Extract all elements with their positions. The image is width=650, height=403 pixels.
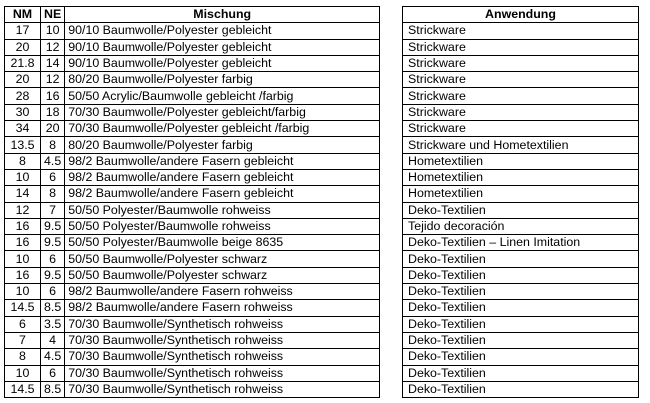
ne-cell: 14: [41, 55, 65, 71]
nm-cell: 30: [5, 104, 41, 120]
anwendung-cell: Strickware und Hometextilien: [403, 137, 639, 153]
nm-cell: 10: [5, 251, 41, 267]
ne-cell: 8: [41, 137, 65, 153]
mischung-cell: 90/10 Baumwolle/Polyester gebleicht: [65, 55, 380, 71]
table-row: [5, 121, 380, 137]
ne-cell: 4.5: [41, 153, 65, 169]
ne-cell: 6: [41, 284, 65, 300]
table-row: [403, 284, 639, 300]
nm-cell: 14: [5, 186, 41, 202]
anwendung-cell: Deko-Textilien: [403, 365, 639, 381]
mischung-cell: 98/2 Baumwolle/andere Fasern gebleicht: [65, 169, 380, 185]
mischung-cell: 80/20 Baumwolle/Polyester farbig: [65, 137, 380, 153]
mischung-cell: 50/50 Acrylic/Baumwolle gebleicht /farbig: [65, 88, 380, 104]
mischung-cell: 50/50 Baumwolle/Polyester schwarz: [65, 251, 380, 267]
table-row: [403, 349, 639, 365]
table-row: [403, 169, 639, 185]
nm-cell: 20: [5, 72, 41, 88]
anwendung-cell: Hometextilien: [403, 169, 639, 185]
anwendung-cell: Strickware: [403, 88, 639, 104]
ne-cell: 9.5: [41, 218, 65, 234]
table-row: [5, 55, 380, 71]
table-row: [403, 186, 639, 202]
nm-cell: 10: [5, 169, 41, 185]
table-row: [5, 88, 380, 104]
nm-cell: 21.8: [5, 55, 41, 71]
anwendung-cell: Strickware: [403, 104, 639, 120]
table-row: [5, 284, 380, 300]
anwendung-cell: Strickware: [403, 39, 639, 55]
anwendung-cell: Strickware: [403, 55, 639, 71]
table-row: [5, 202, 380, 218]
anwendung-cell: Deko-Textilien: [403, 316, 639, 332]
table-row: [5, 381, 380, 397]
ne-cell: 6: [41, 169, 65, 185]
table-row: [403, 251, 639, 267]
anwendung-cell: Hometextilien: [403, 153, 639, 169]
anwendung-cell: Deko-Textilien: [403, 202, 639, 218]
mischung-cell: 70/30 Baumwolle/Polyester gebleicht/farbig: [65, 104, 380, 120]
table-row: [403, 121, 639, 137]
nm-cell: 10: [5, 365, 41, 381]
table-row: [403, 381, 639, 397]
ne-cell: 7: [41, 202, 65, 218]
table-row: [5, 365, 380, 381]
anwendung-cell: Strickware: [403, 23, 639, 39]
table-row: [403, 365, 639, 381]
nm-cell: 20: [5, 39, 41, 55]
table-row: [5, 39, 380, 55]
mischung-cell: 98/2 Baumwolle/andere Fasern rohweiss: [65, 300, 380, 316]
table-row: [5, 349, 380, 365]
table-row: [5, 186, 380, 202]
table-row: [5, 267, 380, 283]
table-row: [403, 72, 639, 88]
header-row: [403, 7, 639, 23]
mischung-cell: 70/30 Baumwolle/Polyester gebleicht /farbig: [65, 121, 380, 137]
table-row: [5, 332, 380, 348]
table-row: [403, 23, 639, 39]
anwendung-cell: Deko-Textilien: [403, 300, 639, 316]
table-row: [403, 332, 639, 348]
mischung-cell: 80/20 Baumwolle/Polyester farbig: [65, 72, 380, 88]
anwendung-header: Anwendung: [403, 7, 639, 23]
ne-header: NE: [41, 7, 65, 23]
ne-cell: 12: [41, 72, 65, 88]
mischung-cell: 50/50 Baumwolle/Polyester schwarz: [65, 267, 380, 283]
ne-cell: 18: [41, 104, 65, 120]
ne-cell: 12: [41, 39, 65, 55]
anwendung-cell: Deko-Textilien – Linen Imitation: [403, 235, 639, 251]
mischung-cell: 50/50 Polyester/Baumwolle rohweiss: [65, 218, 380, 234]
ne-cell: 10: [41, 23, 65, 39]
table-row: [403, 39, 639, 55]
ne-cell: 16: [41, 88, 65, 104]
nm-cell: 10: [5, 284, 41, 300]
table-row: [403, 316, 639, 332]
mischung-header: Mischung: [65, 7, 380, 23]
nm-cell: 17: [5, 23, 41, 39]
table-row: [403, 104, 639, 120]
ne-cell: 9.5: [41, 267, 65, 283]
nm-cell: 16: [5, 218, 41, 234]
anwendung-cell: Tejido decoración: [403, 218, 639, 234]
mischung-cell: 90/10 Baumwolle/Polyester gebleicht: [65, 23, 380, 39]
anwendung-cell: Deko-Textilien: [403, 349, 639, 365]
application-table: [402, 6, 639, 398]
table-row: [403, 202, 639, 218]
table-row: [403, 235, 639, 251]
mischung-cell: 50/50 Polyester/Baumwolle beige 8635: [65, 235, 380, 251]
table-row: [5, 23, 380, 39]
table-row: [5, 316, 380, 332]
table-row: [403, 88, 639, 104]
table-row: [5, 72, 380, 88]
nm-cell: 28: [5, 88, 41, 104]
nm-cell: 14.5: [5, 300, 41, 316]
table-row: [5, 218, 380, 234]
mischung-cell: 98/2 Baumwolle/andere Fasern gebleicht: [65, 153, 380, 169]
nm-cell: 14.5: [5, 381, 41, 397]
anwendung-cell: Strickware: [403, 72, 639, 88]
anwendung-cell: Deko-Textilien: [403, 332, 639, 348]
nm-cell: 16: [5, 267, 41, 283]
table-row: [5, 300, 380, 316]
header-row: [5, 7, 380, 23]
mischung-cell: 98/2 Baumwolle/andere Fasern rohweiss: [65, 284, 380, 300]
anwendung-cell: Deko-Textilien: [403, 284, 639, 300]
nm-cell: 13.5: [5, 137, 41, 153]
yarn-mix-table: [4, 6, 380, 398]
anwendung-cell: Deko-Textilien: [403, 381, 639, 397]
table-row: [403, 55, 639, 71]
ne-cell: 20: [41, 121, 65, 137]
nm-cell: 8: [5, 153, 41, 169]
ne-cell: 8.5: [41, 300, 65, 316]
ne-cell: 3.5: [41, 316, 65, 332]
table-row: [5, 104, 380, 120]
table-row: [403, 300, 639, 316]
mischung-cell: 98/2 Baumwolle/andere Fasern gebleicht: [65, 186, 380, 202]
anwendung-cell: Deko-Textilien: [403, 251, 639, 267]
ne-cell: 6: [41, 251, 65, 267]
nm-cell: 12: [5, 202, 41, 218]
table-row: [5, 235, 380, 251]
mischung-cell: 70/30 Baumwolle/Synthetisch rohweiss: [65, 365, 380, 381]
mischung-cell: 70/30 Baumwolle/Synthetisch rohweiss: [65, 332, 380, 348]
table-row: [5, 251, 380, 267]
mischung-cell: 70/30 Baumwolle/Synthetisch rohweiss: [65, 316, 380, 332]
nm-cell: 16: [5, 235, 41, 251]
table-row: [403, 267, 639, 283]
nm-cell: 8: [5, 349, 41, 365]
table-row: [5, 169, 380, 185]
mischung-cell: 90/10 Baumwolle/Polyester gebleicht: [65, 39, 380, 55]
nm-header: NM: [5, 7, 41, 23]
ne-cell: 8: [41, 186, 65, 202]
ne-cell: 8.5: [41, 381, 65, 397]
mischung-cell: 70/30 Baumwolle/Synthetisch rohweiss: [65, 349, 380, 365]
ne-cell: 9.5: [41, 235, 65, 251]
table-row: [403, 153, 639, 169]
nm-cell: 6: [5, 316, 41, 332]
anwendung-cell: Hometextilien: [403, 186, 639, 202]
mischung-cell: 70/30 Baumwolle/Synthetisch rohweiss: [65, 381, 380, 397]
ne-cell: 4.5: [41, 349, 65, 365]
nm-cell: 34: [5, 121, 41, 137]
ne-cell: 6: [41, 365, 65, 381]
table-row: [403, 137, 639, 153]
table-row: [5, 137, 380, 153]
mischung-cell: 50/50 Polyester/Baumwolle rohweiss: [65, 202, 380, 218]
ne-cell: 4: [41, 332, 65, 348]
anwendung-cell: Deko-Textilien: [403, 267, 639, 283]
nm-cell: 7: [5, 332, 41, 348]
anwendung-cell: Strickware: [403, 121, 639, 137]
table-row: [5, 153, 380, 169]
table-row: [403, 218, 639, 234]
